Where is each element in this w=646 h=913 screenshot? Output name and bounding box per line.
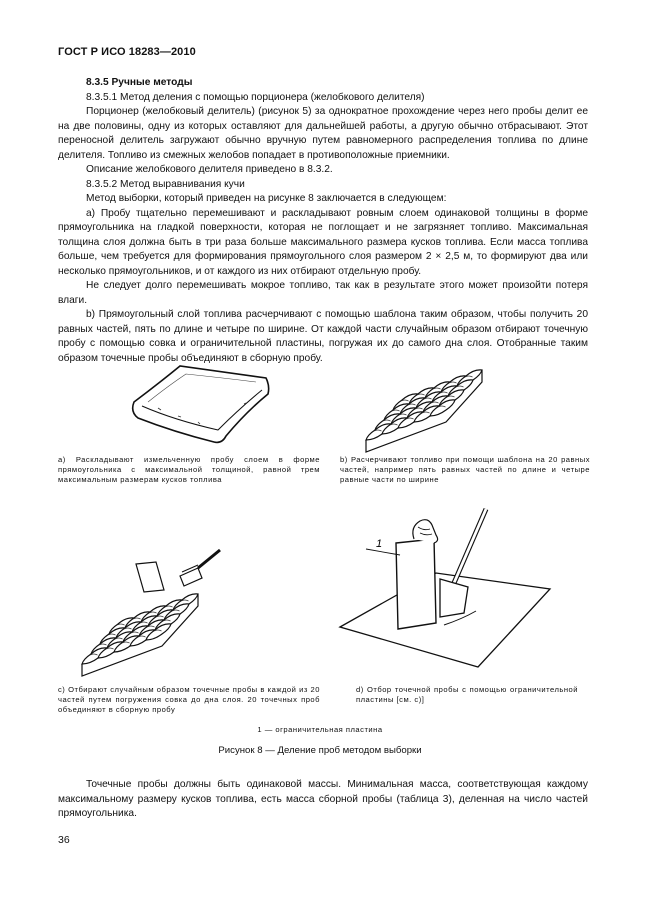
figure-b-gridded-layer <box>370 360 500 450</box>
paragraph-step-b: b) Прямоугольный слой топлива расчерчивают с помощью шаблона таким образом, чтобы получить 20 равных частей, пять по длине и четыре по ширине. От каждой части случайным образом отбирают точечную пробу с помощью совка и ограничительной пластины, погружая их до самого дна слоя. Отобранные таким образом точечные пробы объединяют в сборную пробу. <box>58 309 588 364</box>
page-number: 36 <box>58 834 70 846</box>
paragraph-divider-description: Порционер (желобковый делитель) (рисунок 5) за однократное прохождение через него пробы делит ее на две половины, одну из которых оставляют для дальнейшей работы, а другую обычно отбрасывают. Этот переносной делитель загружают обычно вручную путем равномерного распределения топлива по длине делителя. Топливо из смежных желобов попадает в противоположные приемники. <box>58 106 588 161</box>
paragraph-step-a: a) Пробу тщательно перемешивают и раскладывают ровным слоем одинаковой толщины в форме прямоугольника на гладкой поверхности, которая не поглощает и не загрязняет топливо. Максимальная толщина слоя должна быть в три раза больше максимального размера кусков топлива. Если масса топлива больше, чем требуется для формирования прямоугольного слоя размером 2 × 2,5 м, то формируют два или несколько прямоугольников, и от каждого из них отбирают отдельную пробу. <box>58 207 588 277</box>
figure-d-plate-sampling <box>336 505 556 675</box>
caption-d: d) Отбор точечной пробы с помощью ограничительной пластины [см. с)] <box>356 685 578 705</box>
figure-a-flat-layer <box>128 362 278 447</box>
paragraph-increment-mass: Точечные пробы должны быть одинаковой массы. Минимальная масса, соответствующая каждому максимальному размеру кусков топлива, есть масса сборной пробы (таблица 3), деленная на число частей прямоугольника. <box>58 779 588 819</box>
callout-label-1: 1 <box>376 538 383 550</box>
footer-text-block <box>58 778 588 822</box>
figure-legend: 1 — ограничительная пластина <box>257 725 383 734</box>
limiting-plate-icon <box>396 539 436 629</box>
document-header: ГОСТ Р ИСО 18283—2010 <box>58 46 196 58</box>
paragraph-wet-fuel-note: Не следует долго перемешивать мокрое топливо, так как в результате этого может произойти потеря влаги. <box>58 280 588 306</box>
hand-icon <box>413 520 438 543</box>
figure-title: Рисунок 8 — Деление проб методом выборки <box>218 745 422 756</box>
section-heading: 8.3.5 Ручные методы <box>86 77 193 88</box>
paragraph-method-intro: Метод выборки, который приведен на рисунке 8 заключается в следующем: <box>86 193 447 204</box>
caption-c: с) Отбирают случайным образом точечные пробы в каждой из 20 частей путем погружения совка до дна слоя. 20 точечных проб объединяют в сборную пробу <box>58 685 320 715</box>
subsection-1-title: 8.3.5.1 Метод деления с помощью порционера (желобкового делителя) <box>86 91 425 103</box>
caption-a: а) Раскладывают измельченную пробу слоем в форме прямоугольника с максимальной толщиной, равной трем максимальным размерам кусков топлива <box>58 455 320 485</box>
figure-c-sampling <box>98 538 248 683</box>
paragraph-divider-reference: Описание желобкового делителя приведено в 8.3.2. <box>86 164 333 175</box>
caption-b: b) Расчерчивают топливо при помощи шаблона на 20 равных частей, например пять равных частей по длине и четыре равные части по ширине <box>340 455 590 485</box>
subsection-2-title: 8.3.5.2 Метод выравнивания кучи <box>86 178 245 190</box>
scoop-icon <box>180 550 220 586</box>
section-text <box>58 76 588 366</box>
plate-icon <box>136 562 164 592</box>
